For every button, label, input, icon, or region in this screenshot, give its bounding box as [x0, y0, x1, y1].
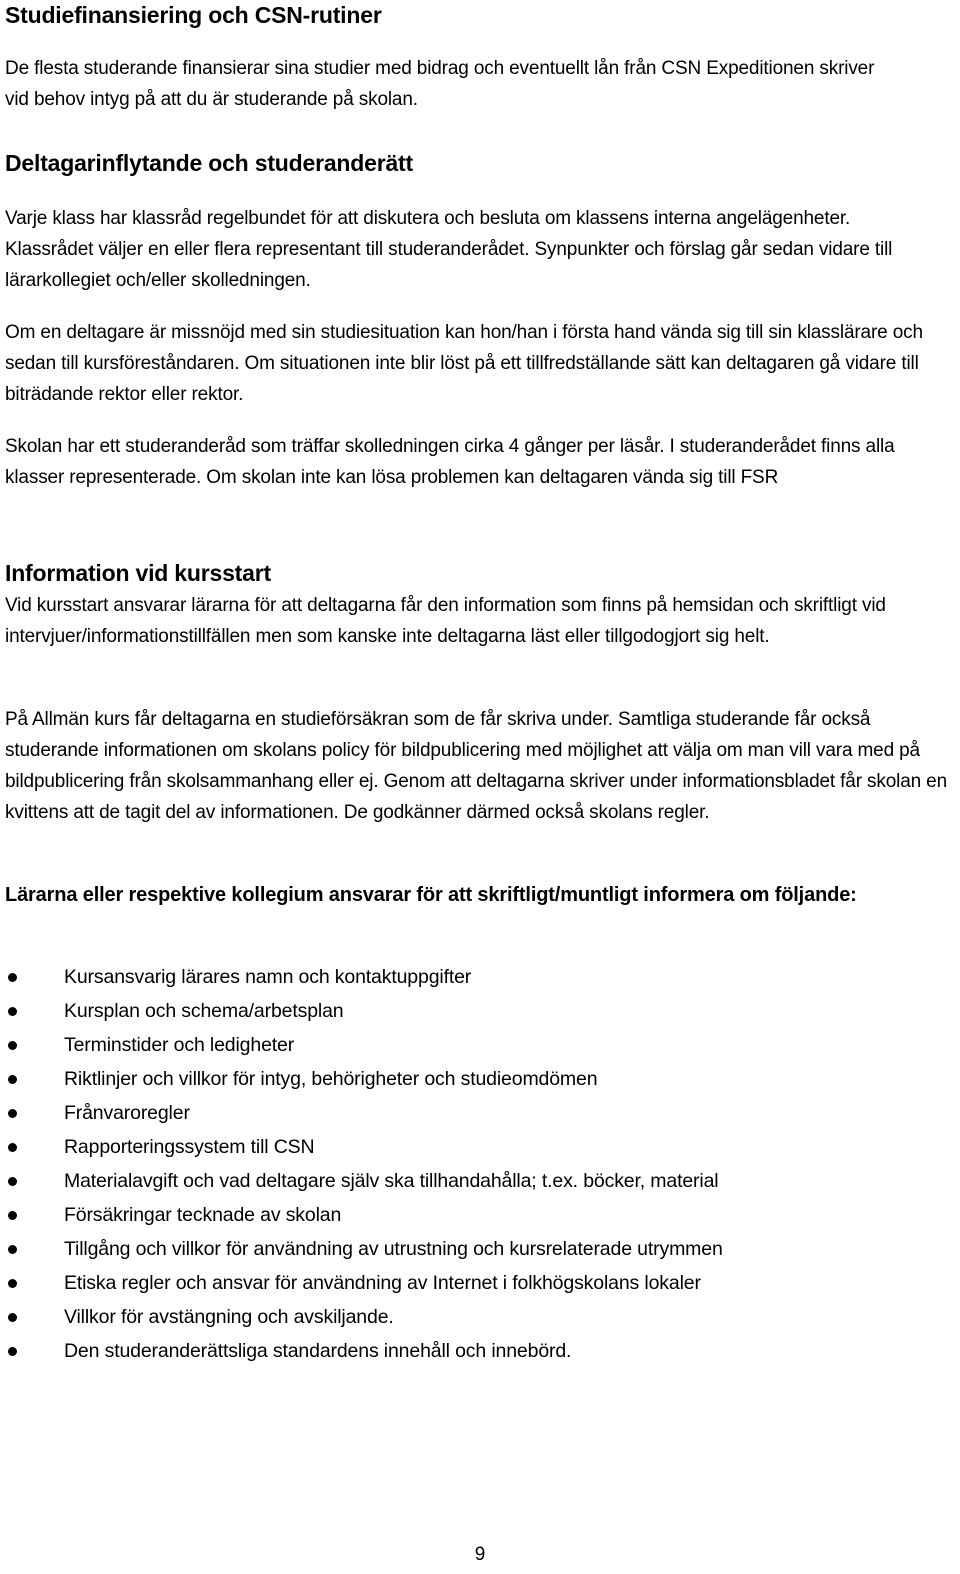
- list-item: [5, 1062, 955, 1096]
- info-list: [5, 960, 955, 1368]
- bullet-icon: [8, 1313, 17, 1322]
- paragraph-studeranderad: Skolan har ett studeranderåd som träffar skolledningen cirka 4 gånger per läsår. I studeranderådet finns alla klasser representerade. Om skolan inte kan lösa problemen kan deltagaren vända sig till FSR: [5, 436, 895, 488]
- bullet-icon: [8, 1177, 17, 1186]
- list-item-text: Villkor för avstängning och avskiljande.: [64, 1306, 394, 1328]
- list-item-text: Tillgång och villkor för användning av utrustning och kursrelaterade utrymmen: [64, 1238, 723, 1260]
- list-item: [5, 1096, 955, 1130]
- paragraph-klassrad: Varje klass har klassråd regelbundet för att diskutera och besluta om klassens interna angelägenheter. Klassrådet väljer en eller flera representant till studeranderådet. Synpunkter och förslag går sedan vidare till lärarkollegiet och/eller skolledningen.: [5, 208, 893, 291]
- list-heading: Lärarna eller respektive kollegium ansvarar för att skriftligt/muntligt informera om följande:: [5, 884, 857, 906]
- list-item-text: Kursplan och schema/arbetsplan: [64, 1000, 344, 1022]
- bullet-icon: [8, 1279, 17, 1288]
- list-item: [5, 960, 955, 994]
- list-item-text: Rapporteringssystem till CSN: [64, 1136, 315, 1158]
- list-item: [5, 1198, 955, 1232]
- list-item-text: Försäkringar tecknade av skolan: [64, 1204, 342, 1226]
- heading-information-kursstart: Information vid kursstart: [5, 560, 271, 586]
- bullet-icon: [8, 1211, 17, 1220]
- list-item-text: Frånvaroregler: [64, 1102, 190, 1124]
- paragraph-kursstart: Vid kursstart ansvarar lärarna för att deltagarna får den information som finns på hemsidan och skriftligt vid intervjuer/informationstillfällen men som kanske inte deltagarna läst eller tillgodogjort sig helt.: [5, 595, 886, 647]
- list-item-text: Terminstider och ledigheter: [64, 1034, 295, 1056]
- page-number: 9: [474, 1544, 486, 1565]
- list-item: [5, 1130, 955, 1164]
- bullet-icon: [8, 1245, 17, 1254]
- list-item-text: Materialavgift och vad deltagare själv ska tillhandahålla; t.ex. böcker, material: [64, 1170, 719, 1192]
- bullet-icon: [8, 1007, 17, 1016]
- bullet-icon: [8, 1143, 17, 1152]
- list-item-text: Etiska regler och ansvar för användning av Internet i folkhögskolans lokaler: [64, 1272, 701, 1294]
- heading-studiefinansiering: Studiefinansiering och CSN-rutiner: [5, 2, 382, 28]
- bullet-icon: [8, 1041, 17, 1050]
- bullet-icon: [8, 1347, 17, 1356]
- heading-deltagarinflytande: Deltagarinflytande och studeranderätt: [5, 150, 413, 176]
- bullet-icon: [8, 1109, 17, 1118]
- list-item: [5, 1334, 955, 1368]
- bullet-icon: [8, 973, 17, 982]
- paragraph-csn: De flesta studerande finansierar sina studier med bidrag och eventuellt lån från CSN Expeditionen skriver vid behov intyg på att du är studerande på skolan.: [5, 58, 875, 110]
- paragraph-missnojd: Om en deltagare är missnöjd med sin studiesituation kan hon/han i första hand vända sig till sin klasslärare och sedan till kursföreståndaren. Om situationen inte blir löst på ett tillfredställande sätt kan deltagaren gå vidare till biträdande rektor eller rektor.: [5, 322, 923, 405]
- list-item-text: Den studeranderättsliga standardens innehåll och innebörd.: [64, 1340, 572, 1362]
- list-item: [5, 1164, 955, 1198]
- list-item: [5, 994, 955, 1028]
- list-item-text: Kursansvarig lärares namn och kontaktuppgifter: [64, 966, 472, 988]
- list-item-text: Riktlinjer och villkor för intyg, behörigheter och studieomdömen: [64, 1068, 598, 1090]
- list-item: [5, 1266, 955, 1300]
- list-item: [5, 1300, 955, 1334]
- list-item: [5, 1028, 955, 1062]
- paragraph-allman-kurs: På Allmän kurs får deltagarna en studieförsäkran som de får skriva under. Samtliga studerande får också studerande informationen om skolans policy för bildpublicering med möjlighet att välja om man vill vara med på bildpublicering från skolsammanhang eller ej. Genom att deltagarna skriver under informationsbladet får skolan en kvittens att de tagit del av informationen. De godkänner därmed också skolans regler.: [5, 709, 948, 823]
- bullet-icon: [8, 1075, 17, 1084]
- list-item: [5, 1232, 955, 1266]
